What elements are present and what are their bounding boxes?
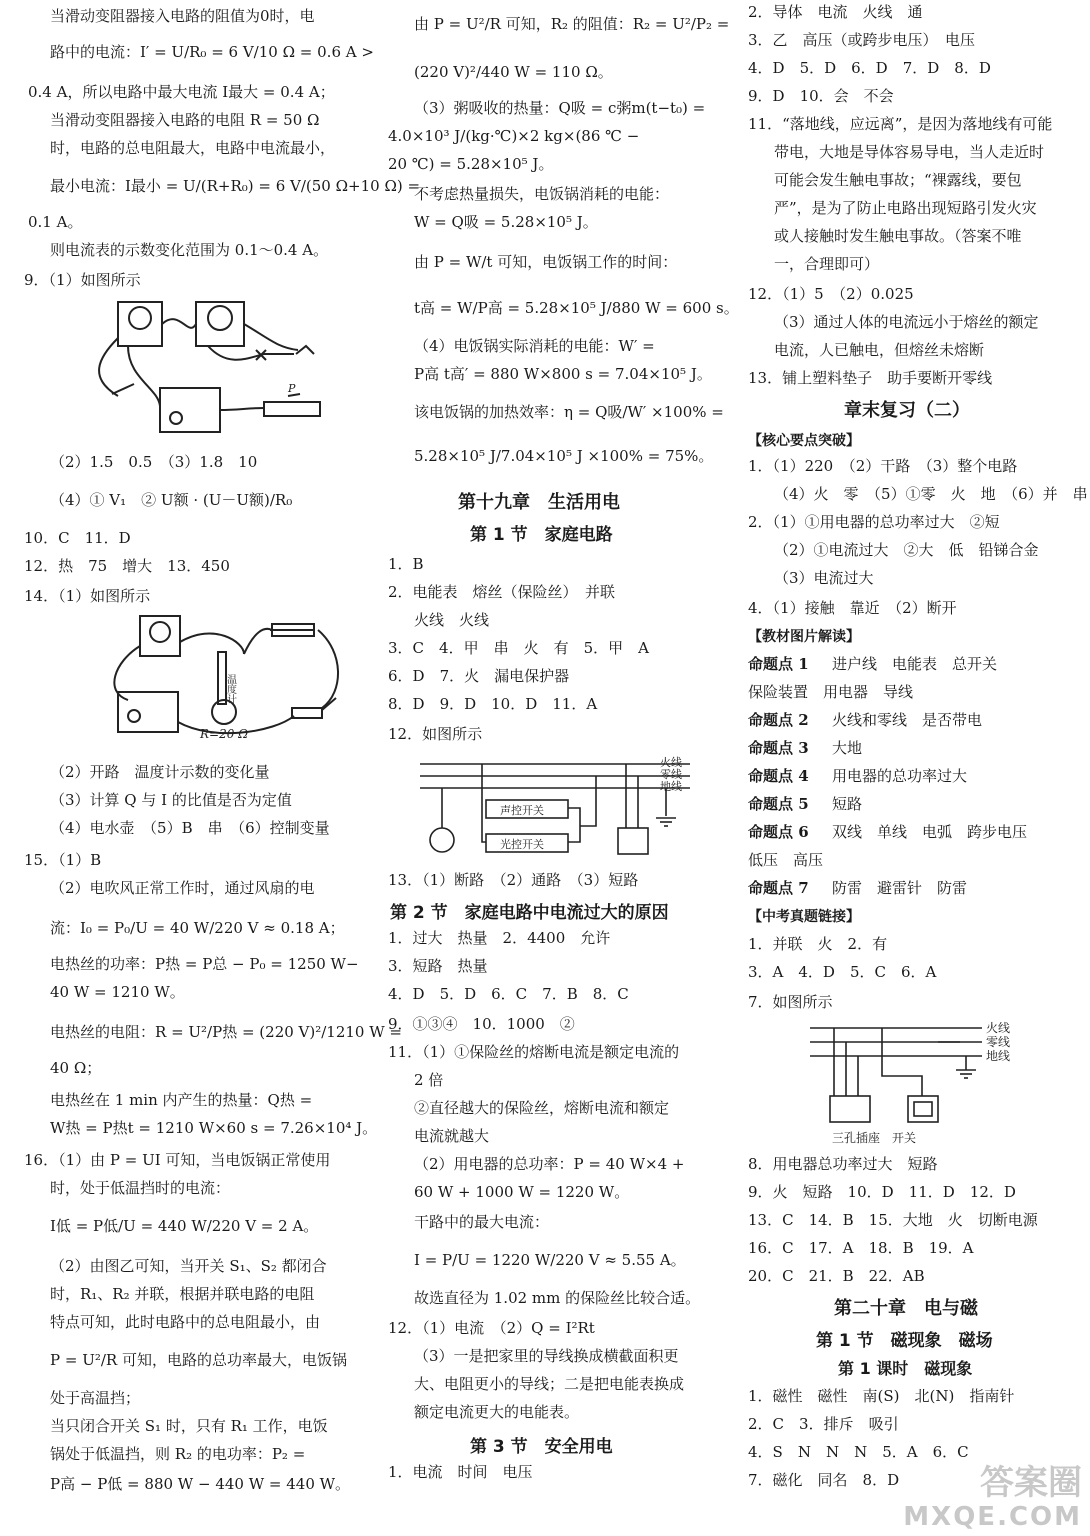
- circuit-figure-7: [810, 1018, 1084, 1148]
- text-line: 电热丝的功率：P热 = P总 − P₀ = 1250 W−: [50, 955, 359, 973]
- point-value: 进户线 电能表 总开关: [832, 655, 998, 673]
- answer-line: 3．C 4．甲 串 火 有 5．甲 A: [388, 639, 649, 657]
- text-line: 0.4 A，所以电路中最大电流 I最大 = 0.4 A；: [28, 83, 335, 101]
- switch-icon: [292, 708, 322, 718]
- answer-line: （3）计算 Q 与 I 的比值是否为定值: [50, 791, 292, 809]
- text-line: （3）粥吸收的热量：Q吸 = c粥m(t−t₀) =: [414, 99, 706, 117]
- power-supply-icon: [160, 388, 220, 432]
- answer-line: 1．过大 热量 2．4400 允许: [388, 929, 611, 947]
- text-line: 20 ℃) = 5.28×10⁵ J。: [388, 155, 554, 173]
- question-14: 14．（1）如图所示: [24, 587, 151, 605]
- answer-line: 9．①③④ 10．1000 ②: [388, 1015, 575, 1033]
- answer-line: 4．D 5．D 6．C 7．B 8．C: [388, 985, 629, 1003]
- text-line: P高 t高′ = 880 W×800 s = 7.04×10⁵ J。: [414, 365, 712, 383]
- text-line: t高 = W/P高 = 5.28×10⁵ J/880 W = 600 s。: [414, 299, 739, 317]
- watermark-logo: [903, 1464, 1082, 1532]
- answer-line: 故选直径为 1.02 mm 的保险丝比较合适。: [414, 1289, 701, 1307]
- text-line: 最小电流：I最小 = U/(R+R₀) = 6 V/(50 Ω+10 Ω) =: [50, 177, 421, 195]
- answer-line: 12．（1）5 （2）0.025: [748, 285, 914, 303]
- text-line: 电热丝在 1 min 内产生的热量：Q热 =: [50, 1091, 313, 1109]
- point-value: 低压 高压: [748, 851, 824, 869]
- answer-line: 2 倍: [414, 1071, 444, 1089]
- answer-line: 4．S N N N 5．A 6．C: [748, 1443, 969, 1461]
- figure-label: 温度计: [224, 674, 236, 704]
- answer-line: 2．C 3．排斥 吸引: [748, 1415, 899, 1433]
- watermark-url: MXQE.COM: [903, 1502, 1082, 1532]
- text-line: 时，R₁、R₂ 并联，根据并联电路的电阻: [50, 1285, 315, 1303]
- text-line: 由 P = W/t 可知，电饭锅工作的时间：: [414, 253, 678, 271]
- text-line: （2）电吹风正常工作时，通过风扇的电: [50, 879, 315, 897]
- answer-line: 8．用电器总功率过大 短路: [748, 1155, 938, 1173]
- figure-label: 火线: [986, 1021, 1011, 1035]
- text-line: 当滑动变阻器接入电路的阻值为0时，电: [50, 7, 315, 25]
- figure-label: 声控开关: [500, 804, 544, 817]
- answer-line: 电流就越大: [414, 1127, 490, 1145]
- svg-text:P: P: [288, 382, 296, 395]
- point-label: 命题点 1: [748, 655, 809, 673]
- text-line: 时，电路的总电阻最大，电路中电流最小，: [50, 139, 336, 157]
- text-line: P高 − P低 = 880 W − 440 W = 440 W。: [50, 1475, 351, 1493]
- section-tag: 【教材图片解读】: [748, 629, 860, 645]
- text-line: 则电流表的示数变化范围为 0.1～0.4 A。: [50, 241, 329, 259]
- review-title: 章末复习（二）: [844, 400, 970, 421]
- text-line: （2）由图乙可知，当开关 S₁、S₂ 都闭合: [50, 1257, 327, 1275]
- rheostat-icon: [264, 402, 320, 416]
- answer-line: 或人接触时发生触电事故。（答案不唯: [774, 227, 1022, 245]
- answer-line: 6．D 7．火 漏电保护器: [388, 667, 570, 685]
- answer-line: 电流，人已触电，但熔丝未熔断: [774, 341, 985, 359]
- text-line: 0.1 A。: [28, 213, 83, 231]
- light-bulb-icon: [430, 828, 454, 852]
- section-tag: 【中考真题链接】: [748, 909, 860, 925]
- answer-line: （2）开路 温度计示数的变化量: [50, 763, 270, 781]
- question-16: 16．（1）由 P = UI 可知，当电饭锅正常使用: [24, 1151, 331, 1169]
- answer-line: 1．磁性 磁性 南(S) 北(N) 指南针: [748, 1387, 1015, 1405]
- point-value: 大地: [832, 739, 863, 757]
- answer-line: （4）火 零 （5）①零 火 地 （6）并 串: [774, 485, 1088, 503]
- answer-line: 12．如图所示: [388, 725, 483, 743]
- answer-line: （2）1.5 0.5 （3）1.8 10: [50, 453, 258, 471]
- text-line: 特点可知，此时电路中的总电阻最小，由: [50, 1313, 321, 1331]
- figure-label: 光控开关: [500, 838, 544, 851]
- answer-line: （2）用电器的总功率：P = 40 W×4 +: [414, 1155, 685, 1173]
- text-line: P = U²/R 可知，电路的总功率最大，电饭锅: [50, 1351, 347, 1369]
- answer-line: （4）电水壶 （5）B 串 （6）控制变量: [50, 819, 330, 837]
- answer-line: 7．磁化 同名 8．D: [748, 1471, 900, 1489]
- section-title: 第 2 节 家庭电路中电流过大的原因: [390, 903, 669, 923]
- point-label: 命题点 5: [748, 795, 809, 813]
- answer-line: 3．A 4．D 5．C 6．A: [748, 963, 937, 981]
- answer-line: 13．（1）断路 （2）通路 （3）短路: [388, 871, 639, 889]
- text-line: 锅处于低温挡，则 R₂ 的电功率：P₂ =: [50, 1445, 306, 1463]
- answer-line: 干路中的最大电流：: [414, 1213, 550, 1231]
- answer-line: 4．D 5．D 6．D 7．D 8．D: [748, 59, 991, 77]
- answer-line: 20．C 21．B 22．AB: [748, 1267, 925, 1285]
- text-line: 当滑动变阻器接入电路的电阻 R = 50 Ω: [50, 111, 320, 129]
- lesson-title: 第 1 课时 磁现象: [838, 1359, 973, 1378]
- answer-line: （3）电流过大: [774, 569, 874, 587]
- answer-line: 11．（1）①保险丝的熔断电流是额定电流的: [388, 1043, 680, 1061]
- section-title: 第 1 节 家庭电路: [470, 525, 613, 545]
- answer-line: 12．热 75 增大 13．450: [24, 557, 230, 575]
- answer-line: 2．（1）①用电器的总功率过大 ②短: [748, 513, 1000, 531]
- text-line: (220 V)²/440 W = 110 Ω。: [414, 63, 613, 81]
- point-value: 短路: [832, 795, 863, 813]
- answer-line: 12．（1）电流 （2）Q = I²Rt: [388, 1319, 595, 1337]
- text-line: I低 = P低/U = 440 W/220 V = 2 A。: [50, 1217, 319, 1235]
- switch-icon: [908, 1096, 938, 1122]
- circuit-figure-12: [420, 756, 730, 866]
- answer-line: 9．火 短路 10．D 11．D 12．D: [748, 1183, 1016, 1201]
- answer-line: 严”，是为了防止电路出现短路引发火灾: [774, 199, 1037, 217]
- answer-line: 1．电流 时间 电压: [388, 1463, 533, 1481]
- answer-line: 13．C 14．B 15．大地 火 切断电源: [748, 1211, 1038, 1229]
- answer-line: 3．短路 热量: [388, 957, 488, 975]
- answer-line: 4．（1）接触 靠近 （2）断开: [748, 599, 957, 617]
- text-line: 不考虑热量损失，电饭锅消耗的电能：: [414, 185, 670, 203]
- answer-line: 2．电能表 熔丝（保险丝） 并联: [388, 583, 616, 601]
- watermark-text: 答案圈: [980, 1463, 1082, 1503]
- text-line: 40 W = 1210 W。: [50, 983, 185, 1001]
- text-line: 5.28×10⁵ J/7.04×10⁵ J ×100% = 75%。: [414, 447, 714, 465]
- text-line: 由 P = U²/R 可知，R₂ 的阻值：R₂ = U²/P₂ =: [414, 15, 730, 33]
- point-label: 命题点 6: [748, 823, 809, 841]
- answer-line: 1．B: [388, 555, 424, 573]
- ammeter-icon: [118, 302, 162, 346]
- point-value: 保险装置 用电器 导线: [748, 683, 914, 701]
- answer-line: 额定电流更大的电能表。: [414, 1403, 580, 1421]
- answer-line: 1．并联 火 2．有: [748, 935, 888, 953]
- answer-line: 16．C 17．A 18．B 19．A: [748, 1239, 974, 1257]
- text-line: 路中的电流：I′ = U/R₀ = 6 V/10 Ω = 0.6 A >: [50, 43, 374, 61]
- figure-label: 零线: [986, 1035, 1011, 1049]
- answer-line: （3）一是把家里的导线换成横截面积更: [414, 1347, 679, 1365]
- answer-line: （3）通过人体的电流远小于熔丝的额定: [774, 313, 1039, 331]
- figure-label: 零线: [660, 768, 682, 781]
- figure-label: 地线: [986, 1049, 1011, 1063]
- text-line: （4）电饭锅实际消耗的电能：W′ =: [414, 337, 655, 355]
- point-label: 命题点 7: [748, 879, 809, 897]
- figure-label: 地线: [660, 780, 682, 793]
- answer-line: （2）①电流过大 ②大 低 铅锑合金: [774, 541, 1039, 559]
- question-15: 15．（1）B: [24, 851, 102, 869]
- chapter-title: 第十九章 生活用电: [458, 492, 620, 513]
- text-line: W = Q吸 = 5.28×10⁵ J。: [414, 213, 598, 231]
- point-label: 命题点 3: [748, 739, 809, 757]
- voltmeter-icon: [196, 302, 244, 346]
- answer-line: 一，合理即可）: [774, 255, 880, 273]
- question-9: 9．（1）如图所示: [24, 271, 141, 289]
- text-line: 流：I₀ = P₀/U = 40 W/220 V ≈ 0.18 A；: [50, 919, 345, 937]
- text-line: 电热丝的电阻：R = U²/P热 = (220 V)²/1210 W =: [50, 1023, 403, 1041]
- point-label: 命题点 4: [748, 767, 809, 785]
- circuit-figure-9: [88, 298, 338, 438]
- answer-line: 9．D 10．会 不会: [748, 87, 894, 105]
- section-title: 第 1 节 磁现象 磁场: [816, 1331, 993, 1351]
- answer-line: 大、电阻更小的导线；二是把电能表换成: [414, 1375, 685, 1393]
- point-value: 防雷 避雷针 防雷: [832, 879, 968, 897]
- text-line: 40 Ω；: [50, 1059, 102, 1077]
- figure-label: R=20 Ω: [200, 727, 249, 740]
- text-line: 该电饭锅的加热效率：η = Q吸/W′ ×100% =: [414, 403, 724, 421]
- answer-line: 可能会发生触电事故；“裸露线，要包: [774, 171, 1022, 189]
- answer-line: 3．乙 高压（或跨步电压） 电压: [748, 31, 976, 49]
- answer-line: 1．（1）220 （2）干路 （3）整个电路: [748, 457, 1018, 475]
- answer-line: 8．D 9．D 10．D 11．A: [388, 695, 598, 713]
- circuit-figure-14: [104, 612, 354, 740]
- text-line: 当只闭合开关 S₁ 时，只有 R₁ 工作，电饭: [50, 1417, 328, 1435]
- point-label: 命题点 2: [748, 711, 809, 729]
- answer-line: 10．C 11．D: [24, 529, 131, 547]
- answer-line: 7．如图所示: [748, 993, 833, 1011]
- socket-icon: [618, 828, 648, 854]
- section-tag: 【核心要点突破】: [748, 433, 860, 449]
- answer-line: 13．铺上塑料垫子 助手要断开零线: [748, 369, 993, 387]
- section-title: 第 3 节 安全用电: [470, 1437, 613, 1457]
- point-value: 双线 单线 电弧 跨步电压: [832, 823, 1028, 841]
- text-line: W热 = P热t = 1210 W×60 s = 7.26×10⁴ J。: [50, 1119, 378, 1137]
- figure-caption: 三孔插座 开关: [832, 1131, 917, 1145]
- point-value: 火线和零线 是否带电: [832, 711, 983, 729]
- three-hole-socket-icon: [830, 1096, 870, 1122]
- power-supply-icon: [118, 692, 178, 732]
- answer-line: I = P/U = 1220 W/220 V ≈ 5.55 A。: [414, 1251, 686, 1269]
- answer-line: 带电，大地是导体容易导电，当人走近时: [774, 143, 1045, 161]
- answer-line: （4）① V₁ ② U额 · (U－U额)/R₀: [50, 491, 293, 509]
- figure-label: 火线: [660, 756, 682, 769]
- answer-line: ②直径越大的保险丝，熔断电流和额定: [414, 1099, 670, 1117]
- answer-line: 60 W + 1000 W = 1220 W。: [414, 1183, 630, 1201]
- point-value: 用电器的总功率过大: [832, 767, 968, 785]
- text-line: 处于高温挡；: [50, 1389, 141, 1407]
- answer-line: 2．导体 电流 火线 通: [748, 3, 923, 21]
- answer-line: 11．“落地线，应远离”，是因为落地线有可能: [748, 115, 1053, 133]
- answer-line: 火线 火线: [414, 611, 490, 629]
- text-line: 时，处于低温挡时的电流：: [50, 1179, 231, 1197]
- text-line: 4.0×10³ J/(kg·℃)×2 kg×(86 ℃ −: [388, 127, 640, 145]
- chapter-title: 第二十章 电与磁: [834, 1298, 978, 1319]
